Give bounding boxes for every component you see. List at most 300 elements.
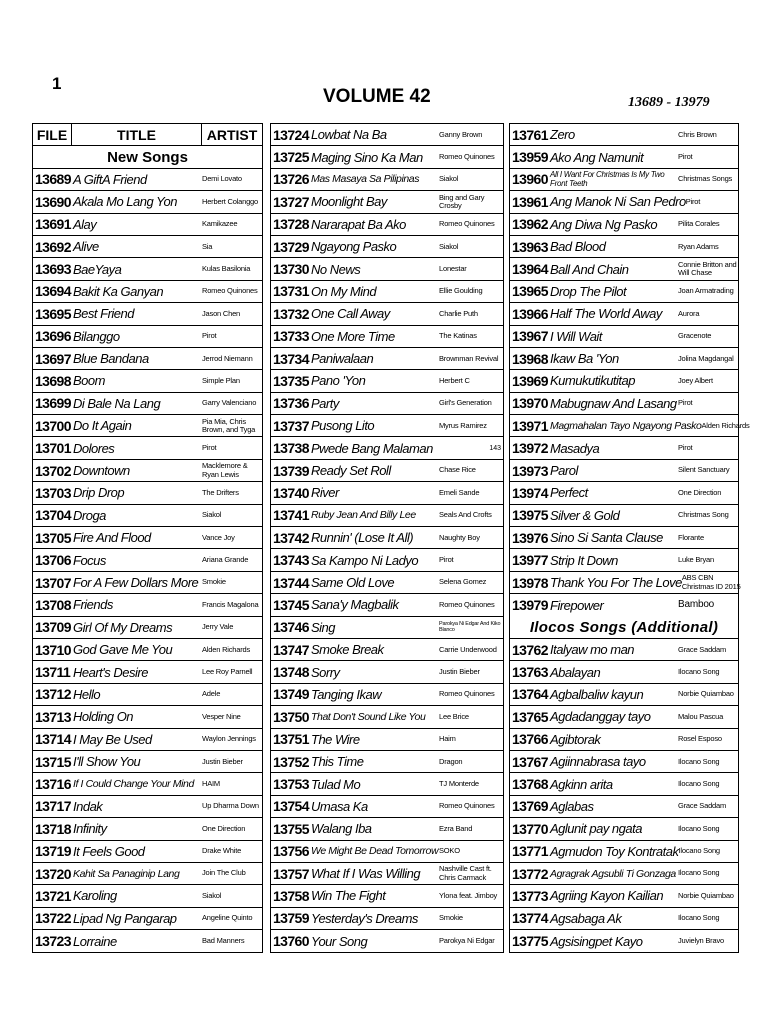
song-artist: Pia Mia, Chris Brown, and Tyga	[202, 416, 256, 434]
song-title: Zero	[550, 127, 575, 143]
song-title: What If I Was Willing	[311, 866, 421, 882]
song-title: Agmudon Toy Kontratak	[550, 843, 679, 859]
song-title: One More Time	[311, 328, 395, 344]
song-row	[33, 505, 262, 527]
song-row	[510, 549, 738, 571]
song-title: For A Few Dollars More	[73, 575, 199, 590]
song-title: Ang Diwa Ng Pasko	[550, 216, 658, 232]
song-title: Akala Mo Lang Yon	[73, 194, 178, 210]
song-title: If I Could Change Your Mind	[73, 778, 194, 791]
song-number: 13968	[512, 350, 548, 367]
song-row	[510, 482, 738, 504]
song-artist: Joey Albert	[678, 375, 713, 385]
song-row	[271, 751, 503, 773]
song-number: 13718	[35, 820, 71, 837]
song-artist: Jolina Magdangal	[678, 353, 734, 363]
song-number: 13699	[35, 395, 71, 412]
song-number: 13730	[273, 261, 309, 278]
song-row	[271, 191, 503, 213]
song-row	[510, 639, 738, 661]
song-row	[271, 572, 503, 594]
song-number: 13961	[512, 193, 548, 210]
song-title: Umasa Ka	[311, 798, 368, 814]
song-artist: Ryan Adams	[678, 241, 719, 251]
song-number: 13704	[35, 507, 71, 524]
song-artist: Ilocano Song	[678, 666, 720, 676]
song-number: 13960	[512, 171, 548, 188]
song-row	[33, 572, 262, 594]
song-number: 13762	[512, 641, 548, 658]
song-title: Girl Of My Dreams	[73, 619, 173, 635]
song-title: Sing	[311, 619, 336, 635]
song-number: 13750	[273, 708, 309, 725]
header-artist: ARTIST	[201, 124, 262, 145]
song-title: Smoke Break	[311, 642, 384, 658]
song-row	[271, 214, 503, 236]
song-row	[510, 505, 738, 527]
song-number: 13959	[512, 149, 548, 166]
song-row	[33, 639, 262, 661]
song-row	[271, 146, 503, 168]
song-title: Agdadanggay tayo	[550, 709, 651, 725]
song-row	[510, 908, 738, 930]
song-row	[33, 661, 262, 683]
song-number: 13974	[512, 484, 548, 501]
song-title: Hello	[73, 686, 101, 702]
song-title: Pwede Bang Malaman	[311, 440, 433, 456]
song-title: I May Be Used	[73, 731, 152, 747]
song-artist: Simple Plan	[202, 375, 240, 385]
song-title: Best Friend	[73, 306, 134, 322]
song-artist: Grace Saddam	[678, 801, 727, 811]
song-title: Dolores	[73, 440, 115, 456]
song-title: Aglunit pay ngata	[550, 821, 642, 837]
song-title: Walang Iba	[311, 821, 372, 837]
song-title: On My Mind	[311, 283, 377, 299]
song-row	[271, 661, 503, 683]
song-number: 13765	[512, 708, 548, 725]
song-artist: Nashville Cast ft. Chris Carmack	[439, 864, 492, 882]
song-row	[271, 930, 503, 952]
song-title: Sa Kampo Ni Ladyo	[311, 552, 419, 568]
song-artist: Lonestar	[439, 263, 467, 273]
song-artist: Pirot	[678, 443, 693, 453]
song-number: 13713	[35, 708, 71, 725]
song-title: River	[311, 485, 339, 501]
song-title: Agsabaga Ak	[550, 910, 622, 926]
song-number: 13770	[512, 820, 548, 837]
song-number: 13741	[273, 507, 309, 524]
song-artist: Charlie Puth	[439, 308, 478, 318]
song-title: Lorraine	[73, 933, 117, 949]
song-row	[33, 863, 262, 885]
song-row	[271, 236, 503, 258]
song-artist: Siakol	[202, 890, 222, 900]
song-row	[510, 281, 738, 303]
song-number: 13976	[512, 529, 548, 546]
song-number: 13697	[35, 350, 71, 367]
song-title: Sino Si Santa Clause	[550, 530, 663, 546]
song-row	[510, 258, 738, 280]
song-title: Parol	[550, 463, 578, 479]
song-row	[271, 818, 503, 840]
section-ilocos-songs: Ilocos Songs (Additional)	[510, 617, 738, 639]
song-row	[510, 684, 738, 706]
song-number: 13760	[273, 933, 309, 950]
song-artist: Alden Richards	[202, 644, 251, 654]
song-number: 13774	[512, 910, 548, 927]
song-row	[510, 706, 738, 728]
song-number: 13720	[35, 865, 71, 882]
song-row	[33, 706, 262, 728]
song-artist: Norbie Quiambao	[678, 689, 734, 699]
song-number: 13706	[35, 552, 71, 569]
song-artist: Selena Gomez	[439, 577, 487, 587]
song-title: We Might Be Dead Tomorrow	[311, 845, 439, 858]
song-artist: Drake White	[202, 846, 242, 856]
song-artist: Luke Bryan	[678, 555, 714, 565]
song-column-2	[270, 123, 504, 953]
song-row	[510, 169, 738, 191]
song-artist: Justin Bieber	[202, 756, 243, 766]
song-number: 13707	[35, 574, 71, 591]
song-artist: Grace Saddam	[678, 644, 727, 654]
song-number: 13967	[512, 328, 548, 345]
song-artist: Angeline Quinto	[202, 913, 253, 923]
song-row	[271, 841, 503, 863]
song-title: Magmahalan Tayo Ngayong Pasko	[550, 419, 702, 432]
song-title: Abalayan	[550, 664, 601, 680]
song-title: Bilanggo	[73, 328, 120, 344]
song-artist: One Direction	[202, 823, 246, 833]
song-number: 13963	[512, 238, 548, 255]
song-number: 13978	[512, 574, 548, 591]
song-number: 13696	[35, 328, 71, 345]
song-number: 13748	[273, 664, 309, 681]
song-title: Kumukutikutitap	[550, 373, 635, 389]
song-title: Italyaw mo man	[550, 642, 635, 658]
song-number: 13977	[512, 552, 548, 569]
song-number: 13740	[273, 484, 309, 501]
song-artist: Bing and Gary Crosby	[439, 192, 485, 210]
song-artist: Pirot	[678, 398, 693, 408]
song-artist: Myrus Ramirez	[439, 420, 487, 430]
song-row	[510, 124, 738, 146]
song-row	[33, 460, 262, 482]
song-artist: Jason Chen	[202, 308, 241, 318]
song-title: Ngayong Pasko	[311, 239, 397, 255]
song-row	[33, 258, 262, 280]
song-number: 13723	[35, 933, 71, 950]
song-title: Alay	[73, 216, 97, 232]
song-artist: Pilita Corales	[678, 219, 720, 229]
song-artist: Romeo Quinones	[439, 689, 495, 699]
song-number: 13689	[35, 171, 71, 188]
song-title: Drip Drop	[73, 485, 125, 501]
song-row	[510, 729, 738, 751]
song-title: Lowbat Na Ba	[311, 127, 387, 143]
song-artist: The Katinas	[439, 331, 477, 341]
song-title: Strip It Down	[550, 552, 618, 568]
song-artist: Bad Manners	[202, 936, 245, 946]
song-title: Masadya	[550, 440, 600, 456]
song-number: 13742	[273, 529, 309, 546]
song-title: I Will Wait	[550, 328, 602, 344]
section-new-songs: New Songs	[33, 146, 262, 168]
song-title: Agkinn arita	[550, 776, 613, 792]
song-row	[510, 236, 738, 258]
song-title: This Time	[311, 754, 364, 770]
song-row	[510, 437, 738, 459]
song-title: Moonlight Bay	[311, 194, 387, 210]
song-artist: Carrie Underwood	[439, 644, 497, 654]
song-artist: Garry Valenciano	[202, 398, 257, 408]
song-title: It Feels Good	[73, 843, 145, 859]
song-title: I'll Show You	[73, 754, 141, 770]
song-row	[510, 930, 738, 952]
song-row	[271, 393, 503, 415]
song-row	[510, 191, 738, 213]
song-number: 13729	[273, 238, 309, 255]
song-artist: Adele	[202, 689, 221, 699]
song-number: 13712	[35, 686, 71, 703]
song-artist: Up Dharma Down	[202, 801, 259, 811]
song-artist: Francis Magalona	[202, 599, 259, 609]
song-number: 13755	[273, 820, 309, 837]
song-title: One Call Away	[311, 306, 390, 322]
song-row	[510, 572, 741, 594]
song-title: Runnin' (Lose It All)	[311, 530, 414, 546]
song-row	[271, 169, 503, 191]
song-artist: Ilocano Song	[678, 756, 720, 766]
song-title: Pusong Lito	[311, 418, 375, 434]
song-row	[33, 437, 262, 459]
song-title: Lipad Ng Pangarap	[73, 910, 177, 926]
song-row	[33, 594, 262, 616]
song-row	[271, 863, 503, 885]
song-row	[271, 773, 503, 795]
song-artist: Waylon Jennings	[202, 734, 256, 744]
song-artist: Christmas Song	[678, 510, 729, 520]
song-artist: Lee Brice	[439, 711, 469, 721]
song-artist: Ariana Grande	[202, 555, 249, 565]
song-number: 13754	[273, 798, 309, 815]
song-row	[271, 594, 503, 616]
song-artist: Ylona feat. Jimboy	[439, 890, 498, 900]
song-row	[510, 146, 738, 168]
song-row	[271, 437, 503, 459]
song-row	[510, 393, 738, 415]
song-title: Do It Again	[73, 418, 132, 434]
song-row	[271, 281, 503, 303]
song-number: 13702	[35, 462, 71, 479]
song-number: 13725	[273, 149, 309, 166]
song-number: 13703	[35, 484, 71, 501]
song-number: 13709	[35, 619, 71, 636]
song-artist: Chase Rice	[439, 465, 476, 475]
song-number: 13751	[273, 731, 309, 748]
song-artist: Vesper Nine	[202, 711, 241, 721]
song-title: Tanging Ikaw	[311, 686, 382, 702]
song-row	[33, 393, 262, 415]
song-number: 13739	[273, 462, 309, 479]
song-artist: ABS CBN Christmas ID 2015	[681, 573, 741, 591]
song-number: 13752	[273, 753, 309, 770]
song-number: 13753	[273, 776, 309, 793]
song-title: Sorry	[311, 664, 340, 680]
song-artist: Parokya Ni Edgar	[439, 936, 495, 946]
song-artist: Romeo Quinones	[439, 801, 495, 811]
song-title: Agbalbaliw kayun	[550, 686, 644, 702]
song-artist: Parokya Ni Edgar And Kiko Blanco	[439, 621, 501, 634]
song-number: 13979	[512, 597, 548, 614]
song-number: 13738	[273, 440, 309, 457]
song-number: 13727	[273, 193, 309, 210]
song-artist: Pirot	[202, 331, 217, 341]
song-number: 13758	[273, 887, 309, 904]
song-title: Silver & Gold	[550, 507, 620, 523]
song-artist: Join The Club	[202, 868, 246, 878]
song-title: Ready Set Roll	[311, 463, 391, 479]
song-artist: Sia	[202, 241, 213, 251]
song-title: Bakit Ka Ganyan	[73, 283, 164, 299]
song-row	[33, 482, 262, 504]
song-number: 13769	[512, 798, 548, 815]
song-artist: Dragon	[439, 756, 463, 766]
song-number: 13973	[512, 462, 548, 479]
song-title: The Wire	[311, 731, 360, 747]
song-title: Sana'y Magbalik	[311, 597, 399, 613]
song-number: 13690	[35, 193, 71, 210]
song-row	[33, 684, 262, 706]
song-artist: Malou Pascua	[678, 711, 724, 721]
song-number: 13710	[35, 641, 71, 658]
song-artist: Romeo Quinones	[439, 599, 495, 609]
song-number: 13966	[512, 305, 548, 322]
song-artist: Romeo Quinones	[439, 151, 495, 161]
song-number: 13749	[273, 686, 309, 703]
song-number: 13691	[35, 216, 71, 233]
song-artist: Smokie	[439, 913, 463, 923]
song-title: Nararapat Ba Ako	[311, 216, 406, 232]
song-number: 13971	[512, 417, 548, 434]
song-artist: Pirot	[202, 443, 217, 453]
song-artist: Pirot	[678, 151, 693, 161]
song-artist: Lee Roy Parnell	[202, 666, 253, 676]
song-artist: Vance Joy	[202, 532, 235, 542]
song-title: Tulad Mo	[311, 776, 361, 792]
song-title: Kahit Sa Panaginip Lang	[73, 867, 180, 880]
song-row	[33, 281, 262, 303]
song-row	[510, 527, 738, 549]
song-artist: Pirot	[439, 555, 454, 565]
song-title: Friends	[73, 597, 113, 613]
song-title: Yesterday's Dreams	[311, 910, 418, 926]
song-title: Drop The Pilot	[550, 283, 627, 299]
song-title: Same Old Love	[311, 575, 395, 590]
song-title: That Don't Sound Like You	[311, 710, 426, 723]
song-row	[33, 841, 262, 863]
song-row	[271, 124, 503, 146]
song-artist: Siakol	[439, 174, 459, 184]
song-title: Agsisingpet Kayo	[550, 933, 643, 949]
song-artist: HAIM	[202, 778, 220, 788]
song-title: Maging Sino Ka Man	[311, 149, 423, 165]
song-title: Agibtorak	[550, 731, 601, 747]
song-title: Your Song	[311, 933, 368, 949]
song-row	[510, 841, 738, 863]
song-title: Agragrak Agsubli Ti Gonzaga	[550, 867, 676, 880]
song-title: Ako Ang Namunit	[550, 149, 644, 165]
song-row	[510, 214, 738, 236]
song-artist: Girl's Generation	[439, 398, 492, 408]
song-row	[271, 348, 503, 370]
song-artist: Ilocano Song	[678, 778, 720, 788]
song-number: 13717	[35, 798, 71, 815]
song-number: 13735	[273, 372, 309, 389]
song-number: 13733	[273, 328, 309, 345]
song-title: Paniwalaan	[311, 351, 374, 367]
song-row	[510, 773, 738, 795]
song-number: 13767	[512, 753, 548, 770]
header-file: FILE	[33, 124, 72, 145]
song-number: 13747	[273, 641, 309, 658]
song-row	[510, 460, 738, 482]
song-artist: One Direction	[678, 487, 722, 497]
song-artist: Ilocano Song	[678, 846, 720, 856]
song-row	[33, 617, 262, 639]
song-artist: Herbert Colanggo	[202, 196, 259, 206]
song-title: Infinity	[73, 821, 107, 837]
song-row	[33, 169, 262, 191]
song-number: 13711	[35, 664, 71, 681]
song-row	[271, 415, 503, 437]
song-row	[271, 729, 503, 751]
song-title: Focus	[73, 552, 106, 568]
song-number: 13975	[512, 507, 548, 524]
song-number: 13732	[273, 305, 309, 322]
song-number: 13705	[35, 529, 71, 546]
song-title: Ikaw Ba 'Yon	[550, 351, 619, 367]
song-number: 13714	[35, 731, 71, 748]
song-artist: Silent Sanctuary	[678, 465, 730, 475]
song-number: 13694	[35, 283, 71, 300]
song-number: 13775	[512, 933, 548, 950]
song-artist: Demi Lovato	[202, 174, 242, 184]
song-title: God Gave Me You	[73, 642, 173, 658]
song-row	[33, 236, 262, 258]
song-title: Droga	[73, 507, 106, 523]
song-row	[510, 326, 738, 348]
song-artist: Ellie Goulding	[439, 286, 483, 296]
song-title: Downtown	[73, 463, 130, 479]
song-number: 13757	[273, 865, 309, 882]
song-row	[510, 415, 750, 437]
song-number: 13734	[273, 350, 309, 367]
song-artist: Smokie	[202, 577, 226, 587]
song-title: Pano 'Yon	[311, 373, 366, 389]
table-header	[33, 124, 262, 146]
song-number: 13700	[35, 417, 71, 434]
song-row	[33, 191, 262, 213]
song-row	[33, 885, 262, 907]
song-title: Holding On	[73, 709, 134, 725]
song-row	[33, 818, 262, 840]
song-title: BaeYaya	[73, 261, 122, 277]
song-artist: Rosel Esposo	[678, 734, 722, 744]
song-row	[271, 617, 503, 639]
song-number: 13721	[35, 887, 71, 904]
